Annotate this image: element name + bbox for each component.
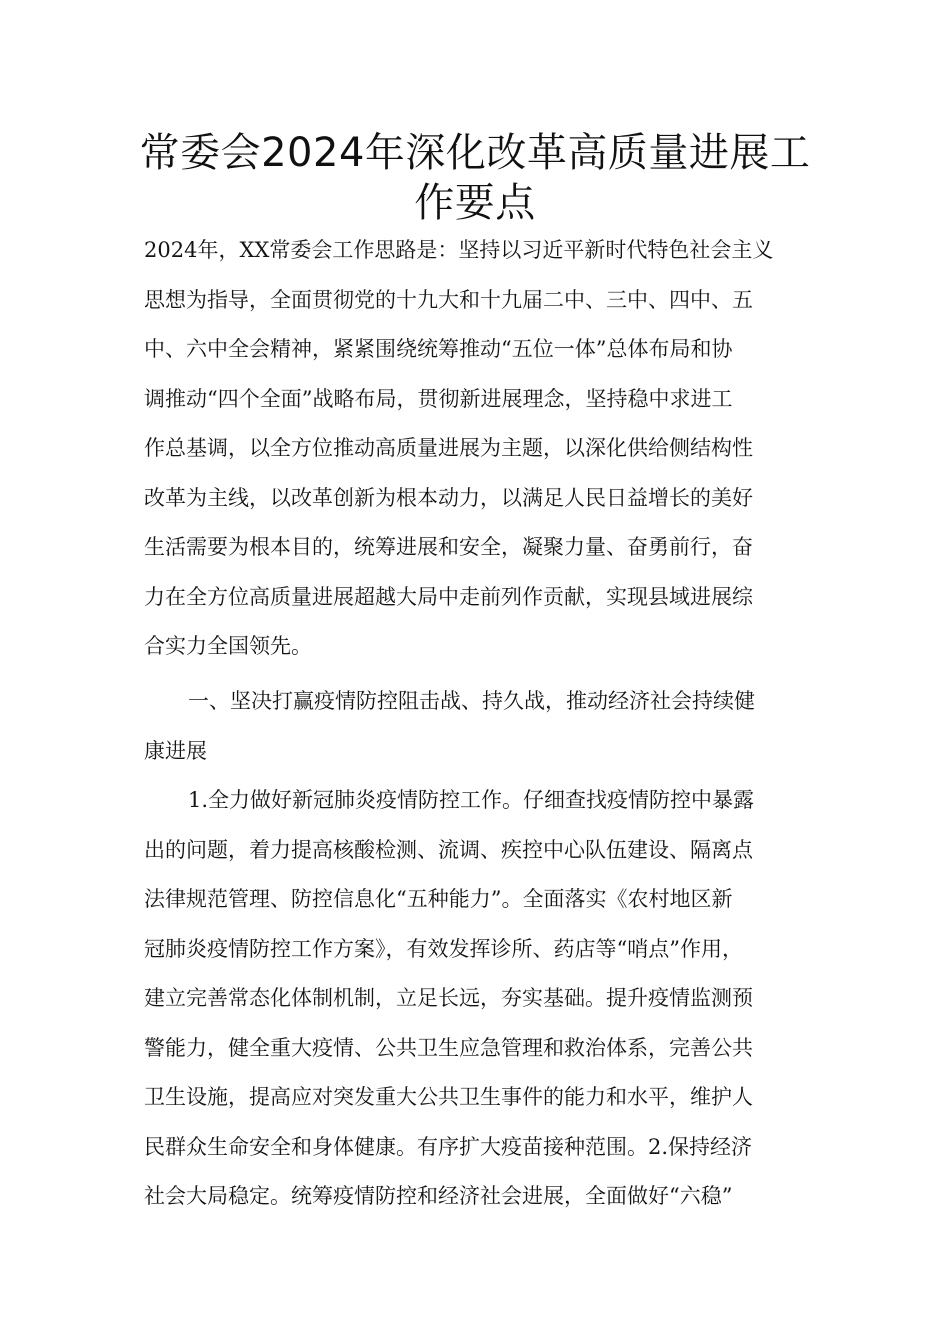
paragraph-line: 警能力，健全重大疫情、公共卫生应急管理和救治体系，完善公共 (144, 1035, 753, 1060)
paragraph-line: 1.全力做好新冠肺炎疫情防控工作。仔细查找疫情防控中暴露 (188, 788, 755, 812)
paragraph-line: 冠肺炎疫情防控工作方案》，有效发挥诊所、药店等“哨点”作用， (144, 936, 743, 961)
paragraph-line: 改革为主线，以改革创新为根本动力，以满足人民日益增长的美好 (144, 485, 753, 510)
heading-line: 一、坚决打赢疫情防控阻击战、持久战，推动经济社会持续健 (188, 689, 755, 713)
paragraph-line: 卫生设施，提高应对突发重大公共卫生事件的能力和水平，维护人 (144, 1085, 753, 1109)
paragraph-line: 出的问题，着力提高核酸检测、流调、疾控中心队伍建设、隔离点 (144, 837, 753, 862)
heading-line: 康进展 (144, 738, 207, 763)
intro-paragraph (144, 226, 814, 672)
paragraph-line: 建立完善常态化体制机制，立足长远，夯实基础。提升疫情监测预 (144, 986, 753, 1010)
title-line-1: 常委会2024年深化改革高质量进展工 (139, 130, 811, 176)
paragraph-line: 调推动“四个全面”战略布局，贯彻新进展理念，坚持稳中求进工 (144, 386, 733, 411)
paragraph-line: 中、六中全会精神，紧紧围绕统筹推动“五位一体”总体布局和协 (144, 337, 733, 361)
document-title (0, 128, 950, 228)
paragraph-line: 2024年，XX常委会工作思路是：坚持以习近平新时代特色社会主义 (144, 238, 774, 262)
paragraph-line: 生活需要为根本目的，统筹进展和安全，凝聚力量、奋勇前行，奋 (144, 535, 753, 559)
paragraph-line: 力在全方位高质量进展超越大局中走前列作贡献，实现县域进展综 (144, 584, 753, 609)
item-1-paragraph (144, 776, 814, 1222)
paragraph-line: 合实力全国领先。 (144, 634, 312, 658)
paragraph-line: 民群众生命安全和身体健康。有序扩大疫苗接种范围。2.保持经济 (144, 1134, 753, 1159)
paragraph-line: 作总基调，以全方位推动高质量进展为主题，以深化供给侧结构性 (144, 436, 753, 460)
title-line-2: 作要点 (414, 180, 536, 226)
paragraph-line: 法律规范管理、防控信息化“五种能力”。全面落实《农村地区新 (144, 887, 733, 911)
section-heading-1 (144, 677, 814, 776)
paragraph-line: 思想为指导，全面贯彻党的十九大和十九届二中、三中、四中、五 (144, 287, 753, 312)
paragraph-line: 社会大局稳定。统筹疫情防控和经济社会进展，全面做好“六稳” (144, 1184, 733, 1208)
